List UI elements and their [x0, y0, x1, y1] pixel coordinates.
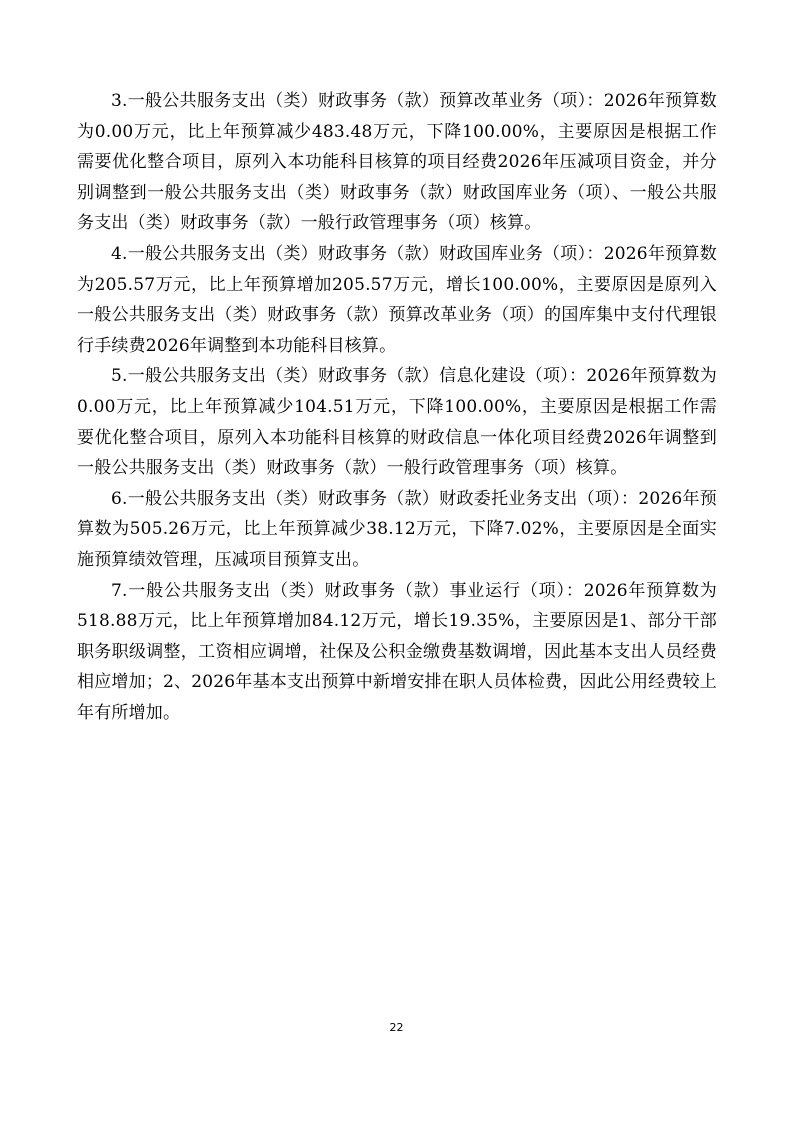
paragraph-item-6: 6.一般公共服务支出（类）财政事务（款）财政委托业务支出（项）：2026年预算数为505.26万元，比上年预算减少38.12万元，下降7.02%，主要原因是全面实施预算绩效管理，压减项目预算支出。	[77, 488, 717, 570]
paragraph-item-7: 7.一般公共服务支出（类）财政事务（款）事业运行（项）：2026年预算数为518.88万元，比上年预算增加84.12万元，增长19.35%，主要原因是1、部分干部职务职级调整，工资相应调增，社保及公积金缴费基数调增，因此基本支出人员经费相应增加；2、2026年基本支出预算中新增安排在职人员体检费，因此公用经费较上年有所增加。	[77, 580, 717, 723]
document-body	[77, 86, 717, 728]
paragraph-item-3: 3.一般公共服务支出（类）财政事务（款）预算改革业务（项）：2026年预算数为0.00万元，比上年预算减少483.48万元，下降100.00%，主要原因是根据工作需要优化整合项目，原列入本功能科目核算的项目经费2026年压减项目资金，并分别调整到一般公共服务支出（类）财政事务（款）财政国库业务（项）、一般公共服务支出（类）财政事务（款）一般行政管理事务（项）核算。	[77, 91, 717, 234]
paragraph-item-4: 4.一般公共服务支出（类）财政事务（款）财政国库业务（项）：2026年预算数为205.57万元，比上年预算增加205.57万元，增长100.00%，主要原因是原列入一般公共服务支出（类）财政事务（款）预算改革业务（项）的国库集中支付代理银行手续费2026年调整到本功能科目核算。	[77, 243, 717, 356]
paragraph-item-5: 5.一般公共服务支出（类）财政事务（款）信息化建设（项）：2026年预算数为0.00万元，比上年预算减少104.51万元，下降100.00%，主要原因是根据工作需要优化整合项目，原列入本功能科目核算的财政信息一体化项目经费2026年调整到一般公共服务支出（类）财政事务（款）一般行政管理事务（项）核算。	[77, 366, 717, 479]
page-number: 22	[389, 1021, 404, 1034]
